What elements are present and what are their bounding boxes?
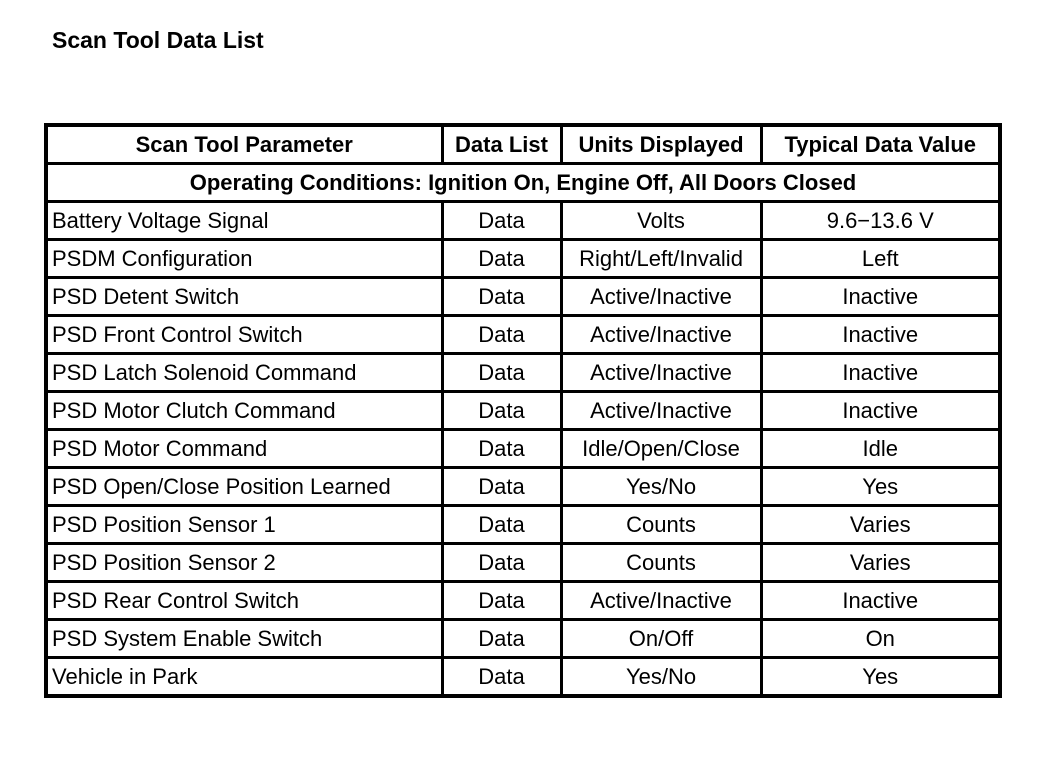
cell-parameter: PSD Motor Clutch Command	[46, 392, 442, 430]
page-title: Scan Tool Data List	[52, 27, 264, 53]
cell-typical-value: Idle	[761, 430, 1000, 468]
cell-parameter: PSD Detent Switch	[46, 278, 442, 316]
cell-data-list: Data	[442, 354, 561, 392]
cell-units: On/Off	[561, 620, 761, 658]
cell-typical-value: Varies	[761, 506, 1000, 544]
cell-parameter: PSD Rear Control Switch	[46, 582, 442, 620]
cell-units: Idle/Open/Close	[561, 430, 761, 468]
cell-units: Active/Inactive	[561, 392, 761, 430]
cell-units: Yes/No	[561, 658, 761, 697]
cell-data-list: Data	[442, 316, 561, 354]
operating-conditions: Operating Conditions: Ignition On, Engine Off, All Doors Closed	[46, 164, 1000, 202]
scan-tool-data-table	[44, 123, 1002, 698]
cell-data-list: Data	[442, 582, 561, 620]
table-row	[46, 620, 1000, 658]
cell-units: Yes/No	[561, 468, 761, 506]
cell-parameter: Battery Voltage Signal	[46, 202, 442, 240]
cell-data-list: Data	[442, 430, 561, 468]
header-units-displayed: Units Displayed	[561, 125, 761, 164]
cell-typical-value: Varies	[761, 544, 1000, 582]
cell-parameter: PSD Motor Command	[46, 430, 442, 468]
header-scan-tool-parameter: Scan Tool Parameter	[46, 125, 442, 164]
cell-typical-value: Inactive	[761, 582, 1000, 620]
cell-units: Counts	[561, 506, 761, 544]
cell-data-list: Data	[442, 278, 561, 316]
table-row	[46, 202, 1000, 240]
cell-parameter: PSD Open/Close Position Learned	[46, 468, 442, 506]
cell-units: Volts	[561, 202, 761, 240]
cell-units: Counts	[561, 544, 761, 582]
cell-units: Active/Inactive	[561, 278, 761, 316]
cell-typical-value: Inactive	[761, 392, 1000, 430]
table-row	[46, 316, 1000, 354]
cell-typical-value: Yes	[761, 658, 1000, 697]
cell-typical-value: Yes	[761, 468, 1000, 506]
cell-data-list: Data	[442, 468, 561, 506]
table-row	[46, 278, 1000, 316]
cell-typical-value: Inactive	[761, 278, 1000, 316]
cell-parameter: PSD Front Control Switch	[46, 316, 442, 354]
cell-data-list: Data	[442, 240, 561, 278]
table-row	[46, 544, 1000, 582]
table-row	[46, 506, 1000, 544]
cell-typical-value: 9.6−13.6 V	[761, 202, 1000, 240]
operating-conditions-row	[46, 164, 1000, 202]
cell-units: Active/Inactive	[561, 316, 761, 354]
cell-units: Active/Inactive	[561, 354, 761, 392]
cell-parameter: PSD Position Sensor 1	[46, 506, 442, 544]
cell-data-list: Data	[442, 506, 561, 544]
cell-parameter: PSD Position Sensor 2	[46, 544, 442, 582]
cell-parameter: PSDM Configuration	[46, 240, 442, 278]
header-typical-data-value: Typical Data Value	[761, 125, 1000, 164]
cell-data-list: Data	[442, 658, 561, 697]
table-row	[46, 240, 1000, 278]
cell-units: Active/Inactive	[561, 582, 761, 620]
table-header-row	[46, 125, 1000, 164]
cell-data-list: Data	[442, 620, 561, 658]
cell-parameter: PSD Latch Solenoid Command	[46, 354, 442, 392]
cell-units: Right/Left/Invalid	[561, 240, 761, 278]
cell-data-list: Data	[442, 544, 561, 582]
table-row	[46, 354, 1000, 392]
cell-typical-value: Inactive	[761, 354, 1000, 392]
cell-typical-value: On	[761, 620, 1000, 658]
table-row	[46, 392, 1000, 430]
header-data-list: Data List	[442, 125, 561, 164]
table-row	[46, 582, 1000, 620]
table-row	[46, 430, 1000, 468]
cell-typical-value: Inactive	[761, 316, 1000, 354]
table-row	[46, 658, 1000, 697]
cell-data-list: Data	[442, 202, 561, 240]
table-row	[46, 468, 1000, 506]
cell-typical-value: Left	[761, 240, 1000, 278]
cell-parameter: PSD System Enable Switch	[46, 620, 442, 658]
cell-parameter: Vehicle in Park	[46, 658, 442, 697]
cell-data-list: Data	[442, 392, 561, 430]
